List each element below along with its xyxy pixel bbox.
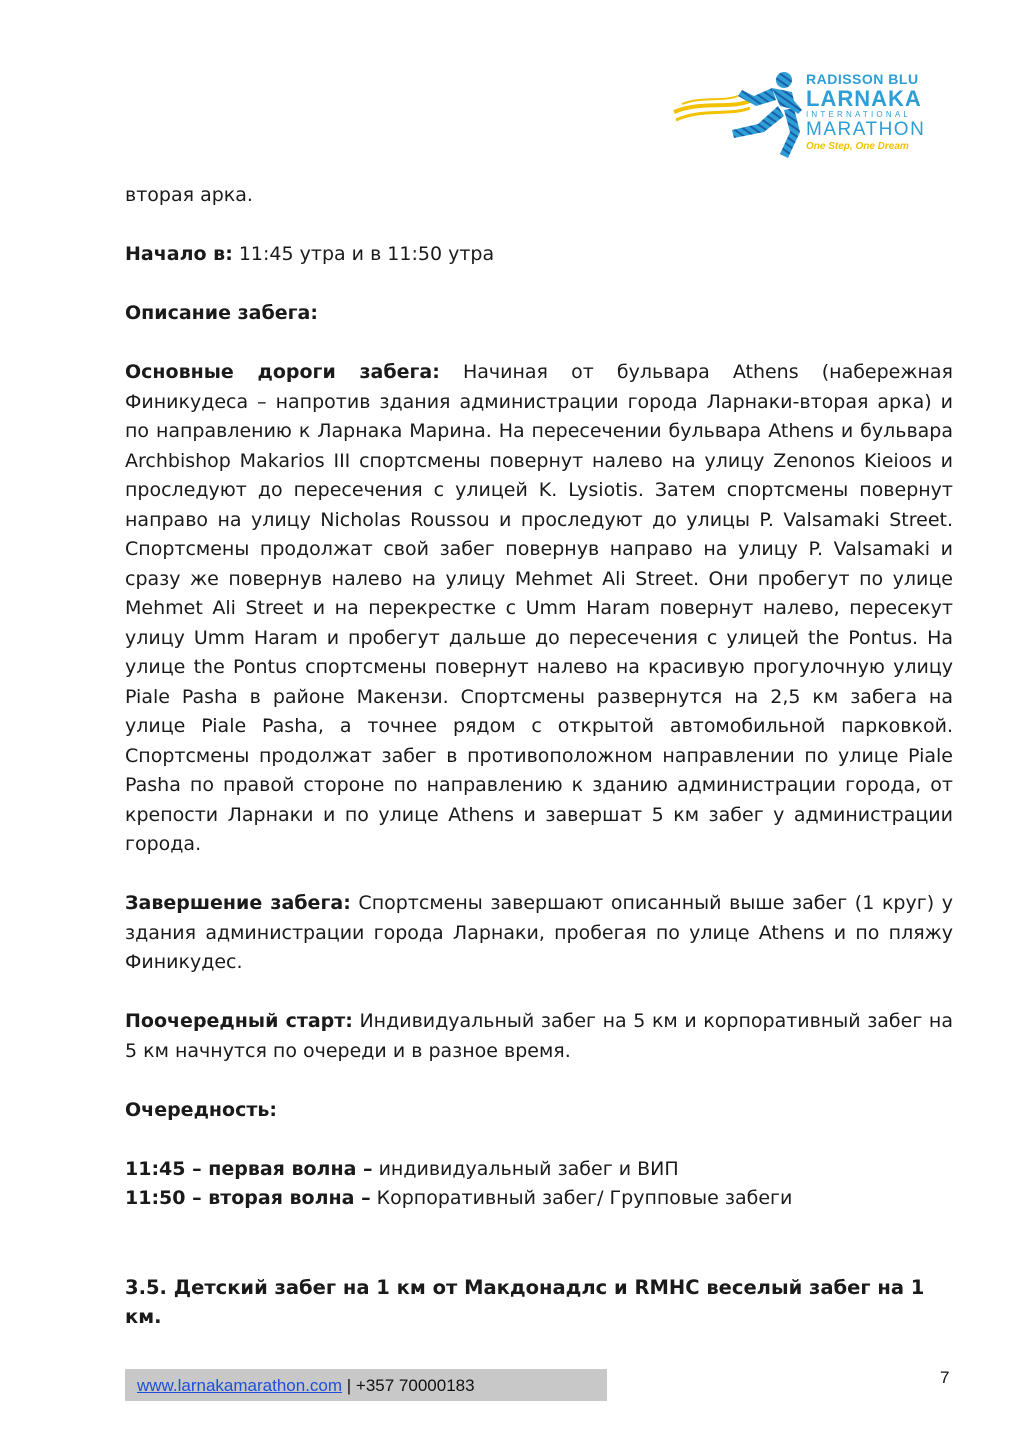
staggered-start-paragraph	[125, 1007, 953, 1066]
logo-brand: RADISSON BLU	[806, 71, 919, 87]
logo-international: INTERNATIONAL	[806, 110, 912, 119]
main-roads-paragraph	[125, 358, 953, 860]
staggered-start-label: Поочередный старт:	[125, 1010, 353, 1032]
finish-text: Спортсмены завершают описанный выше забег (1 круг) у здания администрации города Ларнаки, пробегая по улице Athens и по пляжу Финикудес.	[125, 892, 953, 973]
wave-2-label: 11:50 – вторая волна –	[125, 1187, 371, 1209]
document-body	[125, 181, 953, 1361]
wave-1	[125, 1158, 679, 1180]
wave-2-text: Корпоративный забег/ Групповые забеги	[370, 1187, 793, 1209]
wave-1-text: индивидуальный забег и ВИП	[372, 1157, 679, 1180]
main-roads-text: Начиная от бульвара Athens (набережная Финикудеса – напротив здания администрации города Ларнаки-вторая арка) и по направлению к Ларнака Марина. На пересечении бульвара Athens и бульвара Archbishop Makarios III спортсмены повернут налево на улицу Zenonos Kieioos и проследуют до пересечения с улицей K. Lysiotis. Затем спортсмены повернут направо на улицу Nicholas Roussou и проследуют до улицы P. Valsamaki Street. Спортсмены продолжат свой забег повернув направо на улицу P. Valsamaki и сразу же повернув налево на улицу Mehmet Ali Street. Они пробегут по улице Mehmet Ali Street и на перекрестке с Umm Haram повернут налево, пересекут улицу Umm Haram и пробегут дальше до пересечения с улицей the Pontus. На улице the Pontus спортсмены повернут налево на красивую прогулочную улицу Piale Pasha в районе Макензи. Спортсмены развернутся на 2,5 км забега на улице Piale Pasha, а точнее рядом с открытой автомобильной парковкой. Спортсмены продолжат забег в противоположном направлении по улице Piale Pasha по правой стороне по направлению к зданию администрации города, от крепости Ларнаки и по улице Athens и завершат 5 км забег у администрации города.	[125, 361, 953, 855]
start-time-label: Начало в:	[125, 243, 233, 265]
main-roads-label: Основные дороги забега:	[125, 361, 440, 383]
description-label	[125, 299, 953, 329]
website-link[interactable]: www.larnakamarathon.com	[137, 1376, 343, 1395]
logo-marathon: MARATHON	[806, 119, 926, 140]
order-label	[125, 1096, 953, 1126]
start-time-text: 11:45 утра и в 11:50 утра	[232, 243, 495, 265]
footer-contact	[137, 1376, 475, 1396]
wave-1-label: 11:45 – первая волна –	[125, 1157, 373, 1180]
description-label-text: Описание забега:	[125, 302, 318, 324]
marathon-logo	[672, 70, 932, 162]
staggered-start-text: Индивидуальный забег на 5 км и корпоративный забег на 5 км начнутся по очереди и в разное время.	[125, 1010, 953, 1062]
waves-list	[125, 1155, 953, 1214]
phone-number: +357 70000183	[355, 1376, 475, 1395]
finish-label: Завершение забега:	[125, 892, 351, 914]
paragraph-continuation: вторая арка.	[125, 184, 253, 206]
footer-bar	[125, 1369, 607, 1401]
footer-separator: |	[342, 1376, 356, 1395]
order-label-text: Очередность:	[125, 1098, 277, 1121]
logo-text	[806, 72, 925, 152]
wave-2	[125, 1187, 792, 1209]
logo-city: LARNAKA	[806, 86, 922, 111]
logo-tagline: One Step, One Dream	[806, 141, 909, 152]
runner-logo-icon	[672, 70, 804, 162]
start-time-paragraph	[125, 240, 953, 270]
section-heading: 3.5. Детский забег на 1 км от Макдонадлс и RMHC веселый забег на 1 км.	[125, 1275, 925, 1328]
finish-paragraph	[125, 889, 953, 978]
page-number: 7	[940, 1368, 950, 1387]
